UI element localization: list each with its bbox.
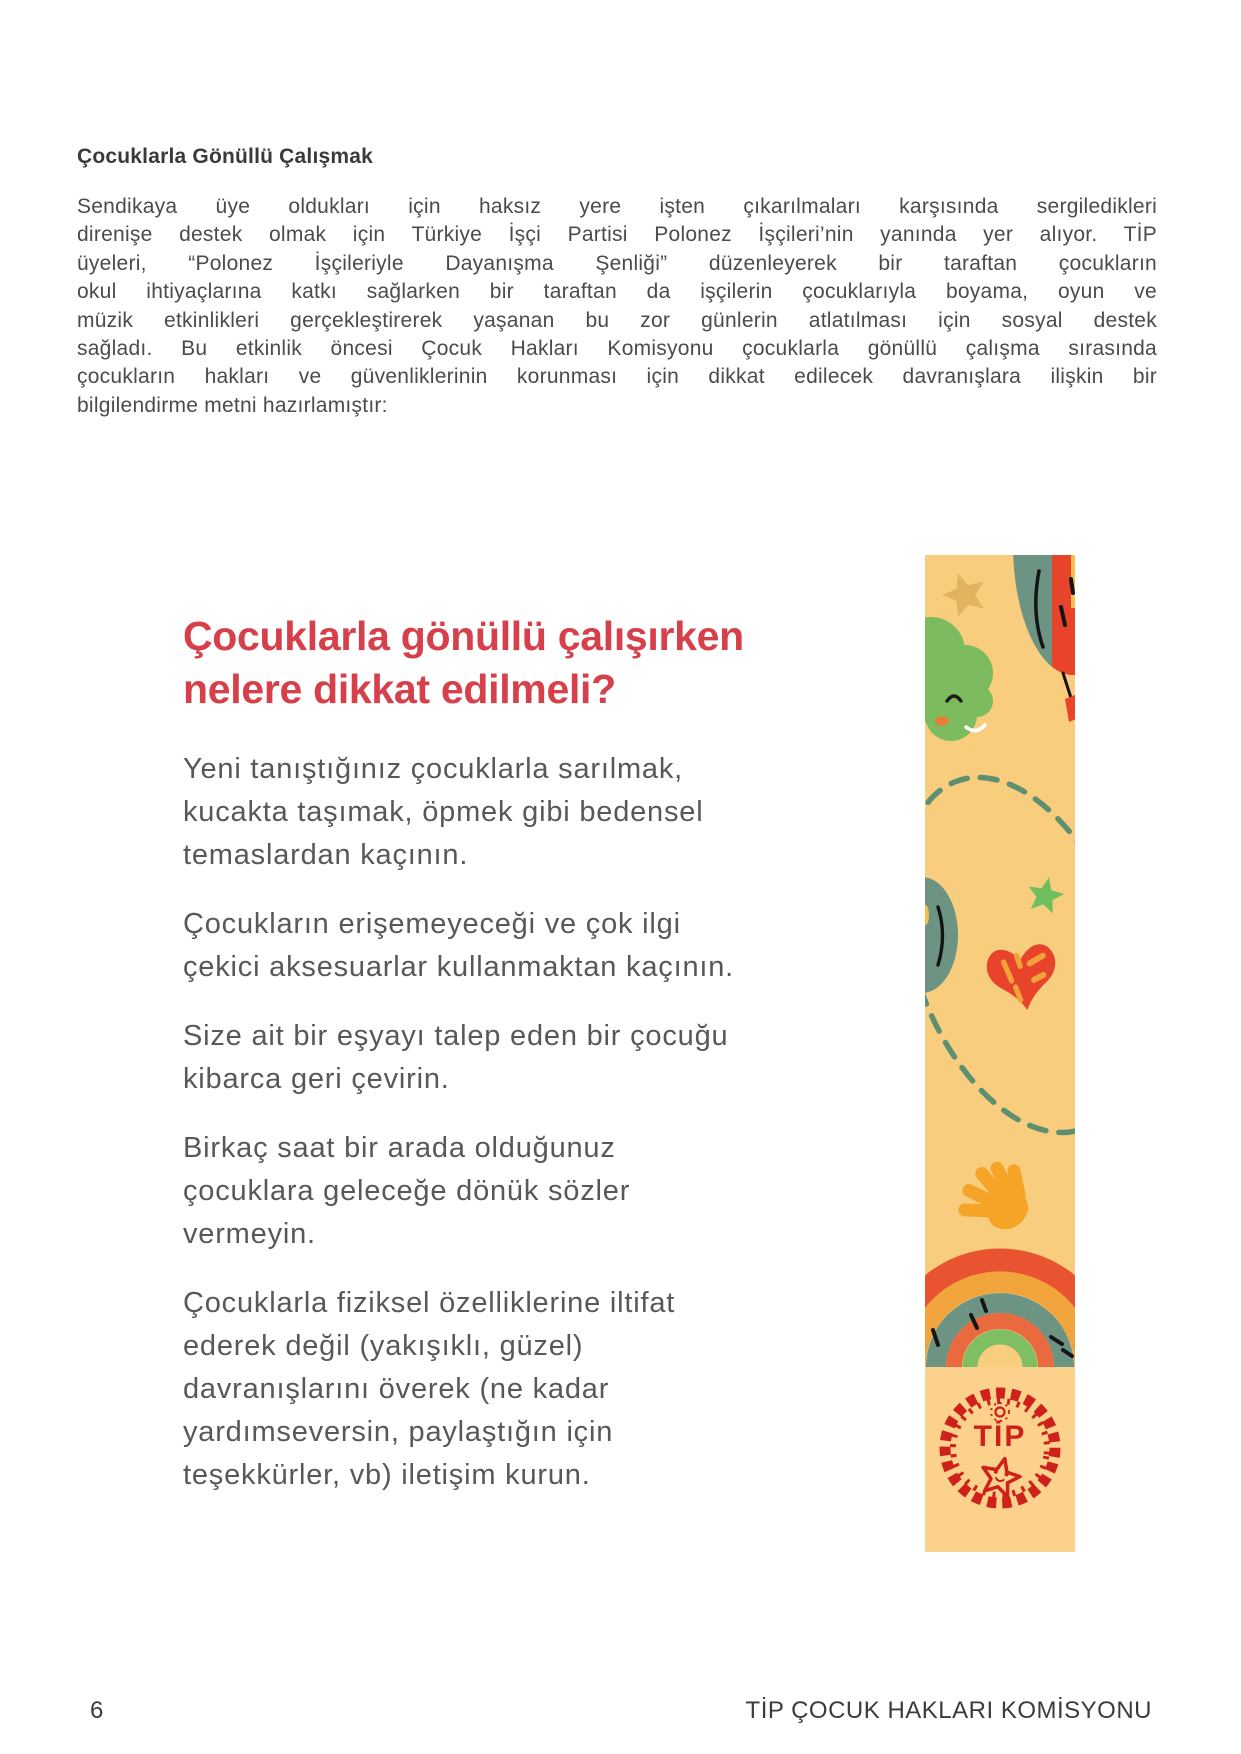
guideline-paragraph: Çocuklarla fiziksel özelliklerine iltifat ederek değil (yakışıklı, güzel) davranışlarını överek (ne kadar yardımseversin, paylaştığın için teşekkürler, vb) iletişim kurun. (183, 1287, 676, 1491)
intro-paragraph-justified: Sendikaya üye oldukları için haksız yere işten çıkarılmaları karşısında sergiledikleri direnişe destek olmak için Türkiye İşçi Partisi Polonez İşçileri’nin yanında yer alıyor. TİP üyeleri, “Polonez İşçileriyle Dayanışma Şenliği” düzenleyerek bir taraftan çocukların okul ihtiyaçlarına katkı sağlarken bir taraftan da işçilerin çocuklarıyla boyama, oyun ve müzik etkinlikleri gerçekleştirerek yaşanan bu zor günlerin atlatılması için sosyal destek sağladı. Bu etkinlik öncesi Çocuk Hakları Komisyonu çocuklarla gönüllü çalışma sırasında çocukların hakları ve güvenliklerinin korunması için dikkat edilecek davranışlara ilişkin bir (77, 195, 1157, 389)
strip-artwork (925, 555, 1075, 1552)
intro-heading: Çocuklarla Gönüllü Çalışmak (77, 145, 373, 168)
guideline-paragraph: Yeni tanıştığınız çocuklarla sarılmak, kucakta taşımak, öpmek gibi bedensel temaslardan kaçının. (183, 753, 704, 871)
guideline-paragraph: Birkaç saat bir arada olduğunuz çocuklara geleceğe dönük sözler vermeyin. (183, 1132, 631, 1250)
tip-logo-text: TİP (973, 1420, 1027, 1453)
page-footer (90, 1697, 1152, 1725)
intro-paragraph-last-line: bilgilendirme metni hazırlamıştır: (77, 393, 388, 417)
page-number: 6 (90, 1697, 104, 1724)
decorative-illustration-strip (925, 555, 1075, 1552)
guideline-paragraph: Çocukların erişemeyeceği ve çok ilgi çekici aksesuarlar kullanmaktan kaçının. (183, 908, 735, 983)
guideline-paragraph: Size ait bir eşyayı talep eden bir çocuğu kibarca geri çevirin. (183, 1020, 729, 1095)
footer-committee-text: TİP ÇOCUK HAKLARI KOMİSYONU (745, 1697, 1152, 1724)
guidelines-section (183, 610, 883, 1523)
intro-paragraph (77, 193, 1157, 420)
section-heading: Çocuklarla gönüllü çalışırken nelere dikkat edilmeli? (183, 613, 744, 712)
intro-section (77, 145, 1157, 420)
